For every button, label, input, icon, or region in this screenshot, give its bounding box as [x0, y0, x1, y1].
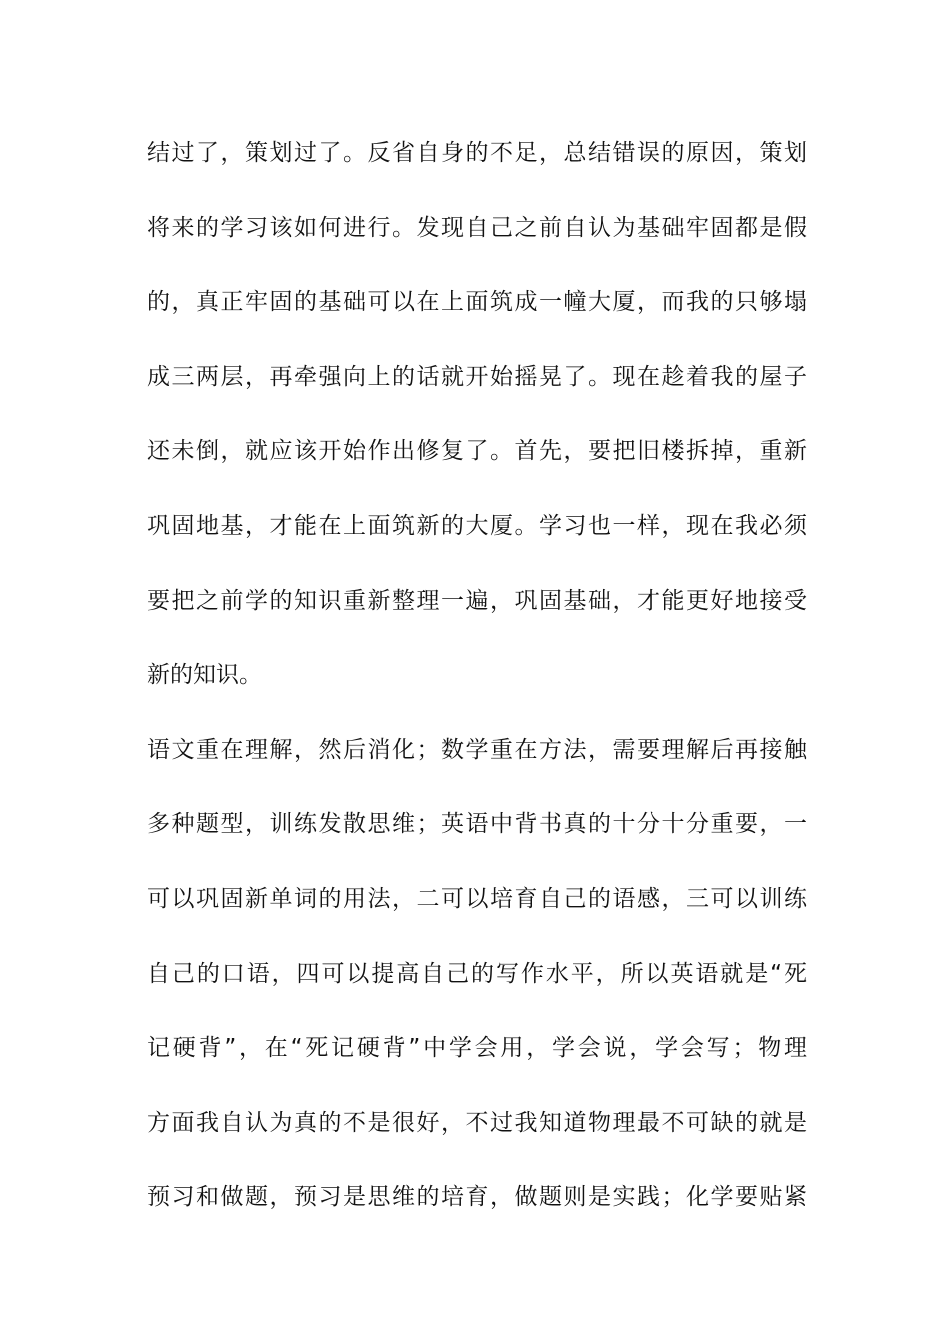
text-line-2: 将来的学习该如何进行。发现自己之前自认为基础牢固都是假	[147, 214, 807, 241]
text-line-6: 巩固地基，才能在上面筑新的大厦。学习也一样，现在我必须	[147, 512, 807, 539]
text-line-12: 自己的口语，四可以提高自己的写作水平，所以英语就是“死	[147, 960, 807, 987]
text-line-9: 语文重在理解，然后消化；数学重在方法，需要理解后再接触	[147, 736, 807, 763]
text-line-10: 多种题型，训练发散思维；英语中背书真的十分十分重要，一	[147, 811, 807, 838]
text-line-11: 可以巩固新单词的用法，二可以培育自己的语感，三可以训练	[147, 885, 807, 912]
text-line-3: 的，真正牢固的基础可以在上面筑成一幢大厦，而我的只够塌	[147, 289, 807, 316]
text-line-4: 成三两层，再牵强向上的话就开始摇晃了。现在趁着我的屋子	[147, 363, 807, 390]
text-line-5: 还未倒，就应该开始作出修复了。首先，要把旧楼拆掉，重新	[147, 438, 807, 465]
text-line-1: 结过了，策划过了。反省自身的不足，总结错误的原因，策划	[147, 140, 807, 166]
text-line-15: 预习和做题，预习是思维的培育，做题则是实践；化学要贴紧	[147, 1184, 807, 1211]
text-line-13: 记硬背”，在“死记硬背”中学会用，学会说，学会写；物理	[147, 1035, 807, 1062]
text-line-7: 要把之前学的知识重新整理一遍，巩固基础，才能更好地接受	[147, 587, 807, 614]
text-line-14: 方面我自认为真的不是很好，不过我知道物理最不可缺的就是	[147, 1109, 807, 1136]
text-line-8: 新的知识。	[147, 662, 262, 689]
body-text	[147, 130, 807, 1249]
